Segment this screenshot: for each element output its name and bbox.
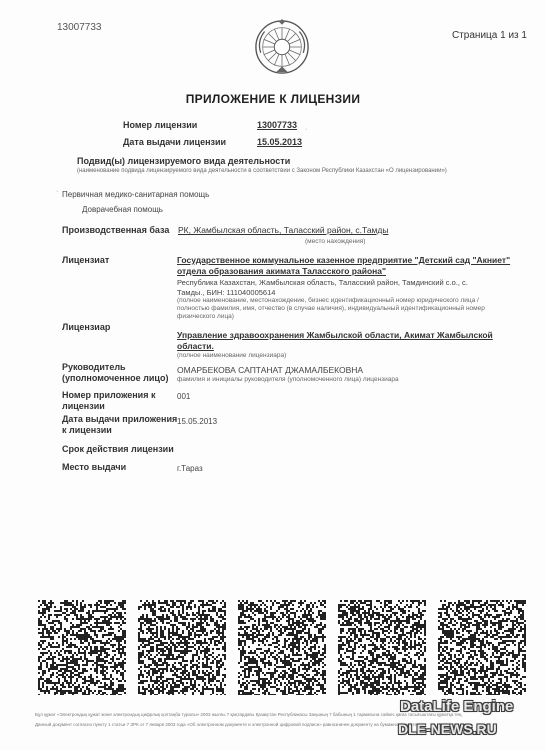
head-label: Руководитель [62,362,126,372]
subtypes-heading: Подвид(ы) лицензируемого вида деятельности [77,156,291,166]
footer-legal-kz: Бұл құжат «Электрондық құжат және электрондық цифрлық қолтаңба туралы» 2003 жылғы 7 қаңтардағы Қазақстан Республикасы Заңының 7 бабының 1 тармағына сәйкес қағаз тасығыштағы құжатқа тең. [35,712,463,717]
license-number-value: 13007733 [257,120,298,130]
watermark-brand: DataLife Engine [400,698,514,715]
head-label-sub: (уполномоченное лицо) [62,373,169,383]
licensee-address-line1: Республика Казахстан, Жамбылская область, Таласский район, Тамдинский с.о., с. [177,278,468,287]
licensee-note-line2: полностью фамилия, имя, отчество (в случае наличия), индивидуальный идентификационный номер [177,305,485,312]
appendix-number-label: Номер приложения к [62,390,156,400]
appendix-date-label-sub: к лицензии [62,425,112,435]
production-base-label: Производственная база [62,225,170,235]
licensor-label: Лицензиар [62,322,111,332]
appendix-date-value: 15.05.2013 [177,417,218,426]
license-date-label: Дата выдачи лицензии [123,137,227,147]
licensor-note: (полное наименование лицензиара) [177,352,287,359]
head-note: фамилия и инициалы руководителя (уполномоченного лица) лицензиара [177,376,399,383]
production-base-note: (место нахождения) [305,238,366,245]
licensor-value-line1: Управление здравоохранения Жамбылской области, Акимат Жамбылской [177,330,493,340]
watermark-site: DLE-NEWS.RU [398,721,497,737]
validity-label: Срок действия лицензии [62,444,174,454]
licensee-name-line2: отдела образования акимата Таласского района" [177,266,387,276]
page-number: Страница 1 из 1 [452,30,527,41]
licensee-name-line1: Государственное коммунальное казенное предприятие "Детский сад "Акниет" [177,255,511,265]
barcode-block [338,600,426,695]
subtypes-note: (наименование подвида лицензируемого вида деятельности в соответствии с Законом Республики Казахстан «О лицензировании») [77,168,447,174]
appendix-date-label: Дата выдачи приложения [62,414,178,424]
license-number-label: Номер лицензии [123,120,198,130]
subtype-item: Доврачебная помощь [82,205,163,214]
document-number: 13007733 [57,22,102,33]
appendix-number-label-sub: лицензии [62,401,105,411]
issue-place-value: г.Тараз [177,464,203,473]
licensee-note-line1: (полное наименование, местонахождение, бизнес идентификационный номер юридического лица / [177,297,479,304]
barcode-block [238,600,326,695]
barcode-block [38,600,126,695]
scan-mark: · [305,126,308,133]
state-emblem-icon [253,18,311,76]
subtype-item: Первичная медико-санитарная помощь [62,190,210,199]
license-date-value: 15.05.2013 [257,137,303,147]
appendix-number-value: 001 [177,392,191,401]
licensee-label: Лицензиат [62,255,110,265]
licensee-note-line3: физического лица) [177,313,234,320]
barcode-block [438,600,526,695]
head-value: ОМАРБЕКОВА САПТАНАТ ДЖАМАЛБЕКОВНА [177,365,364,375]
barcode-block [138,600,226,695]
scan-mark: · [56,188,59,195]
issue-place-label: Место выдачи [62,462,127,472]
page-title: ПРИЛОЖЕНИЕ К ЛИЦЕНЗИИ [185,92,361,106]
licensor-value-line2: области. [177,341,214,351]
footer-legal-ru: Данный документ согласно пункту 1 статьи 7 ЗРК от 7 января 2003 года «Об электронном документе и электронной цифровой подписи» равнозначен документу на бумажном носителе. [35,722,424,727]
licensee-address-line2: Тамды., БИН: 111040005614 [177,288,276,297]
production-base-value: РК, Жамбылская область, Таласский район, с.Тамды [178,225,389,235]
